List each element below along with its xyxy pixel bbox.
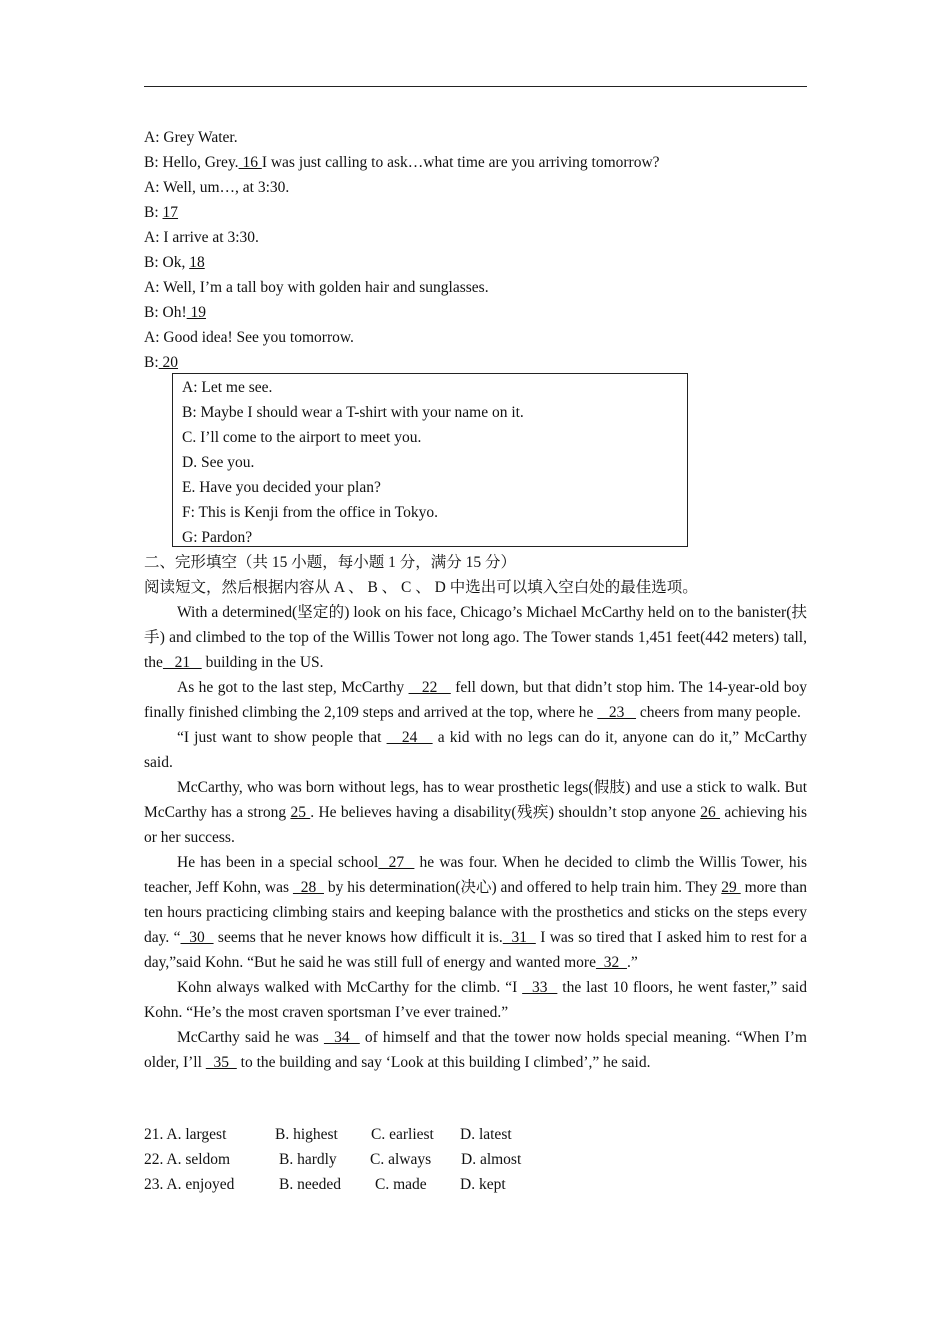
- cloze-blank: 29: [721, 879, 741, 896]
- choice-a: 22. A. seldom: [144, 1151, 231, 1168]
- blank-17: 17: [162, 204, 179, 221]
- choice-row: [144, 1122, 644, 1147]
- cloze-blank: 30: [180, 929, 214, 946]
- dialogue-line: [144, 225, 259, 250]
- dialogue-text: B: Hello, Grey.: [144, 154, 239, 171]
- header-rule: [144, 86, 807, 87]
- option-item: B: Maybe I should wear a T-shirt with your name on it.: [182, 404, 524, 421]
- section-instruction: 阅读短文，然后根据内容从 A 、 B 、 C 、 D 中选出可以填入空白处的最佳选项。: [144, 579, 698, 596]
- passage-text: Kohn always walked with McCarthy for the climb. “I: [177, 979, 523, 996]
- blank-16: 16: [238, 154, 262, 171]
- choice-row: [144, 1172, 644, 1197]
- dialogue-line: [144, 125, 238, 150]
- passage-paragraph: [144, 675, 807, 725]
- choice-d: D. almost: [461, 1151, 522, 1168]
- cloze-blank: 24: [386, 729, 433, 746]
- passage-paragraph: [144, 850, 807, 975]
- passage-text: by his determination(决心) and offered to help train him. They: [323, 879, 722, 896]
- passage-text: more than ten hours practicing climbing stairs and keeping balance with the prosthetics and sticks on the steps every day. “: [144, 879, 807, 946]
- blank-18: 18: [189, 254, 205, 271]
- cloze-blank: 23: [597, 704, 637, 721]
- choice-d: D. kept: [460, 1176, 506, 1193]
- dialogue-line: [144, 200, 178, 225]
- dialogue-text: I was just calling to ask…what time are you arriving tomorrow?: [261, 154, 660, 171]
- dialogue-text: B:: [144, 354, 159, 371]
- passage-text: a kid with no legs can do it, anyone can do it,” McCarthy said.: [144, 729, 808, 771]
- option-item: C. I’ll come to the airport to meet you.: [182, 429, 422, 446]
- cloze-blank: 22: [408, 679, 451, 696]
- passage-text: McCarthy, who was born without legs, has to wear prosthetic legs(假肢) and use a stick to walk. But McCarthy has a strong: [144, 779, 807, 821]
- blank-19: 19: [186, 304, 206, 321]
- dialogue-line: [144, 325, 354, 350]
- dialogue-text: A: Well, um…, at 3:30.: [144, 179, 290, 196]
- passage-paragraph: [144, 1025, 807, 1075]
- dialogue-text: A: Grey Water.: [144, 129, 238, 146]
- choice-d: D. latest: [460, 1126, 512, 1143]
- dialogue-text: A: Well, I’m a tall boy with golden hair and sunglasses.: [144, 279, 489, 296]
- passage-text: He has been in a special school: [177, 854, 379, 871]
- choice-c: C. earliest: [371, 1126, 434, 1143]
- dialogue-text: A: I arrive at 3:30.: [144, 229, 259, 246]
- option-item: F: This is Kenji from the office in Tokyo.: [182, 504, 438, 521]
- passage-text: . He believes having a disability(残疾) shouldn’t stop anyone: [310, 804, 701, 821]
- blank-20: 20: [158, 354, 179, 371]
- passage-text: to the building and say ‘Look at this building I climbed’,” he said.: [236, 1054, 651, 1071]
- passage-text: cheers from many people.: [636, 704, 801, 721]
- cloze-blank: 34: [323, 1029, 360, 1046]
- options-box: [172, 373, 688, 547]
- dialogue-line: [144, 350, 178, 375]
- passage-text: As he got to the last step, McCarthy: [177, 679, 409, 696]
- passage-paragraph: [144, 725, 807, 775]
- passage-text: fell down, but that didn’t stop him. The 14-year-old boy finally finished climbing the 2,109 steps and arrived at the top, where he: [144, 679, 808, 721]
- dialogue-line: [144, 250, 205, 275]
- dialogue-text: B: Oh!: [144, 304, 187, 321]
- answer-choices: [144, 1122, 644, 1197]
- choice-b: B. highest: [275, 1126, 338, 1143]
- dialogue-line: [144, 275, 489, 300]
- cloze-blank: 28: [292, 879, 324, 896]
- option-item: A: Let me see.: [182, 379, 273, 396]
- cloze-blank: 26: [700, 804, 721, 821]
- dialogue-line: [144, 175, 289, 200]
- cloze-blank: 32: [595, 954, 627, 971]
- option-item: D. See you.: [182, 454, 255, 471]
- cloze-blank: 27: [378, 854, 415, 871]
- dialogue-line: [144, 300, 206, 325]
- choice-b: B. hardly: [279, 1151, 337, 1168]
- passage-text: I was so tired that I asked him to rest for a day,”said Kohn. “But he said he was still full of energy and wanted more: [144, 929, 808, 971]
- choice-row: [144, 1147, 644, 1172]
- dialogue-text: B:: [144, 204, 163, 221]
- passage-text: McCarthy said he was: [177, 1029, 324, 1046]
- passage-text: building in the US.: [201, 654, 324, 671]
- passage-text: of himself and that the tower now holds special meaning. “When I’m older, I’ll: [144, 1029, 807, 1071]
- cloze-blank: 21: [162, 654, 202, 671]
- choice-a: 23. A. enjoyed: [144, 1176, 235, 1193]
- cloze-blank: 31: [502, 929, 536, 946]
- passage-text: the last 10 floors, he went faster,” said Kohn. “He’s the most craven sportsman I’ve ever trained.”: [144, 979, 808, 1021]
- choice-c: C. always: [370, 1151, 432, 1168]
- cloze-blank: 35: [205, 1054, 237, 1071]
- section-heading: 二、完形填空（共 15 小题，每小题 1 分，满分 15 分）: [144, 554, 517, 571]
- passage-text: achieving his or her success.: [144, 804, 808, 846]
- passage-text: seems that he never knows how difficult it is.: [213, 929, 503, 946]
- passage-paragraph: [144, 600, 807, 675]
- passage-text: he was four. When he decided to climb the Willis Tower, his teacher, Jeff Kohn, was: [144, 854, 808, 896]
- dialogue-text: B: Ok,: [144, 254, 190, 271]
- passage-paragraph: [144, 975, 807, 1025]
- dialogue-line: [144, 150, 660, 175]
- cloze-blank: 33: [522, 979, 558, 996]
- passage-text: With a determined(坚定的) look on his face, Chicago’s Michael McCarthy held on to the banister(扶手) and climbed to the top of the Willis Tower not long ago. The Tower stands 1,451 feet(442 meters) tall, the: [144, 604, 807, 671]
- option-item: G: Pardon?: [182, 529, 253, 546]
- passage-text: .”: [626, 954, 638, 971]
- passage-paragraph: [144, 775, 807, 850]
- choice-a: 21. A. largest: [144, 1126, 227, 1143]
- cloze-blank: 25: [290, 804, 311, 821]
- cloze-passage: [144, 600, 807, 1075]
- dialogue-text: A: Good idea! See you tomorrow.: [144, 329, 354, 346]
- choice-c: C. made: [375, 1176, 427, 1193]
- option-item: E. Have you decided your plan?: [182, 479, 381, 496]
- choice-b: B. needed: [279, 1176, 341, 1193]
- passage-text: “I just want to show people that: [177, 729, 387, 746]
